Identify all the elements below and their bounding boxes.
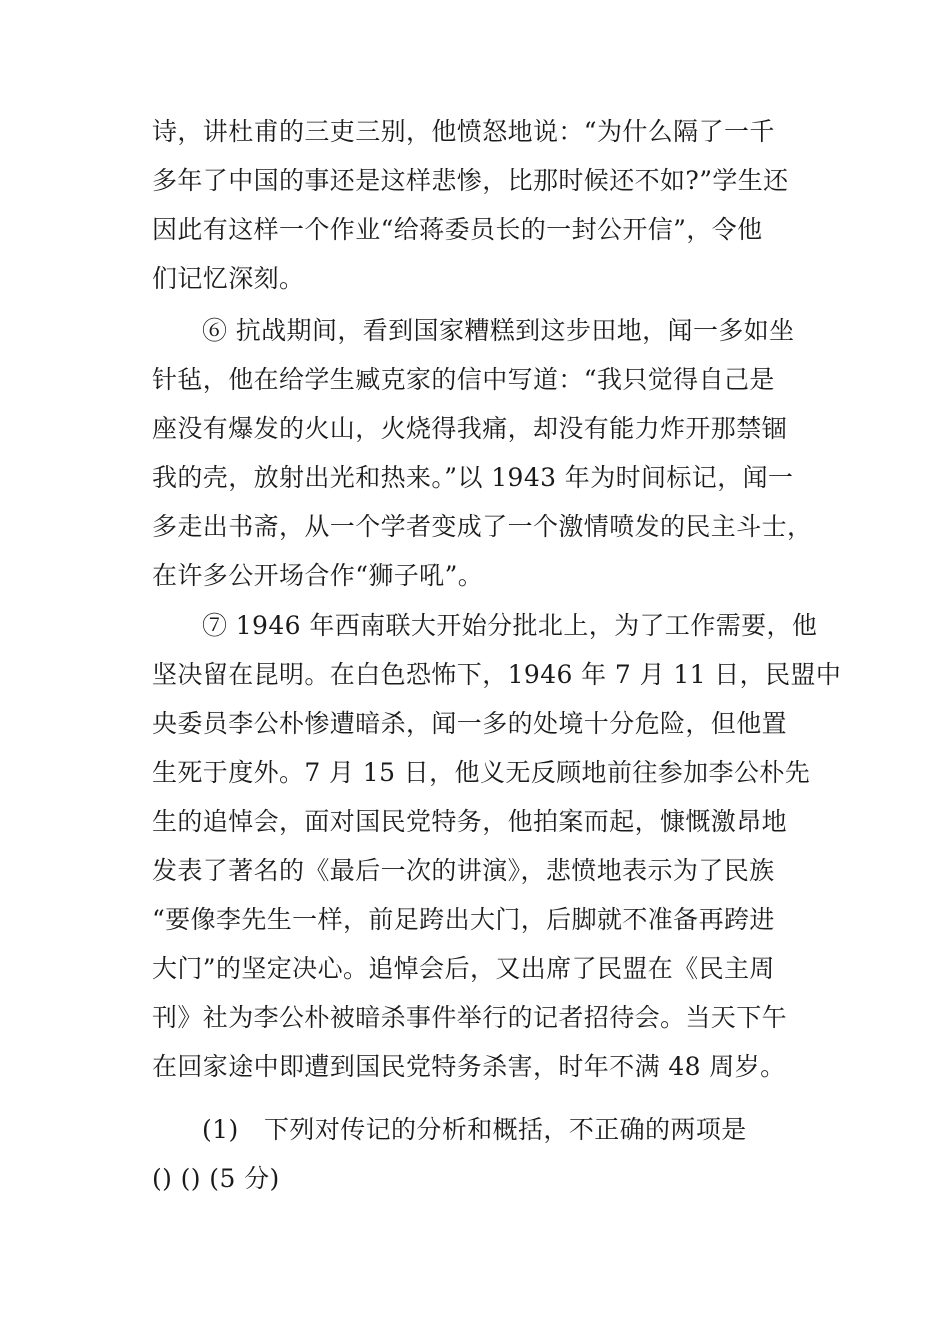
question-1-answer-blanks: () () (5 分) bbox=[152, 1164, 280, 1193]
text-line: “要像李先生一样，前足跨出大门，后脚就不准备再跨进 bbox=[152, 905, 775, 934]
text-line: 们记忆深刻。 bbox=[152, 264, 305, 293]
text-line: 针毡，他在给学生臧克家的信中写道：“我只觉得自己是 bbox=[152, 365, 775, 394]
text-line: 生的追悼会，面对国民党特务，他拍案而起，慷慨激昂地 bbox=[152, 807, 788, 836]
text-line: 诗，讲杜甫的三吏三别，他愤怒地说：“为什么隔了一千 bbox=[152, 117, 775, 146]
question-1: (1) 下列对传记的分析和概括，不正确的两项是 bbox=[202, 1115, 747, 1144]
text-line: 生死于度外。7 月 15 日，他义无反顾地前往参加李公朴先 bbox=[152, 758, 811, 787]
text-line: 发表了著名的《最后一次的讲演》，悲愤地表示为了民族 bbox=[152, 856, 775, 885]
text-line: 在回家途中即遭到国民党特务杀害，时年不满 48 周岁。 bbox=[152, 1052, 786, 1081]
text-line: 坚决留在昆明。在白色恐怖下，1946 年 7 月 11 日，民盟中 bbox=[152, 660, 842, 689]
paragraph-7-start: ⑦ 1946 年西南联大开始分批北上，为了工作需要，他 bbox=[202, 611, 818, 640]
text-line: 我的壳，放射出光和热来。”以 1943 年为时间标记，闻一 bbox=[152, 463, 794, 492]
text-line: 因此有这样一个作业“给蒋委员长的一封公开信”，令他 bbox=[152, 215, 763, 244]
text-line: 多走出书斋，从一个学者变成了一个激情喷发的民主斗士， bbox=[152, 512, 813, 541]
text-line: 大门”的坚定决心。追悼会后，又出席了民盟在《民主周 bbox=[152, 954, 775, 983]
text-line: 在许多公开场合作“狮子吼”。 bbox=[152, 561, 484, 590]
text-line: 多年了中国的事还是这样悲惨，比那时候还不如?”学生还 bbox=[152, 166, 789, 195]
text-line: 刊》社为李公朴被暗杀事件举行的记者招待会。当天下午 bbox=[152, 1003, 788, 1032]
paragraph-6-start: ⑥ 抗战期间，看到国家糟糕到这步田地，闻一多如坐 bbox=[202, 316, 795, 345]
text-line: 央委员李公朴惨遭暗杀，闻一多的处境十分危险，但他置 bbox=[152, 709, 788, 738]
text-line: 座没有爆发的火山，火烧得我痛，却没有能力炸开那禁锢 bbox=[152, 414, 788, 443]
